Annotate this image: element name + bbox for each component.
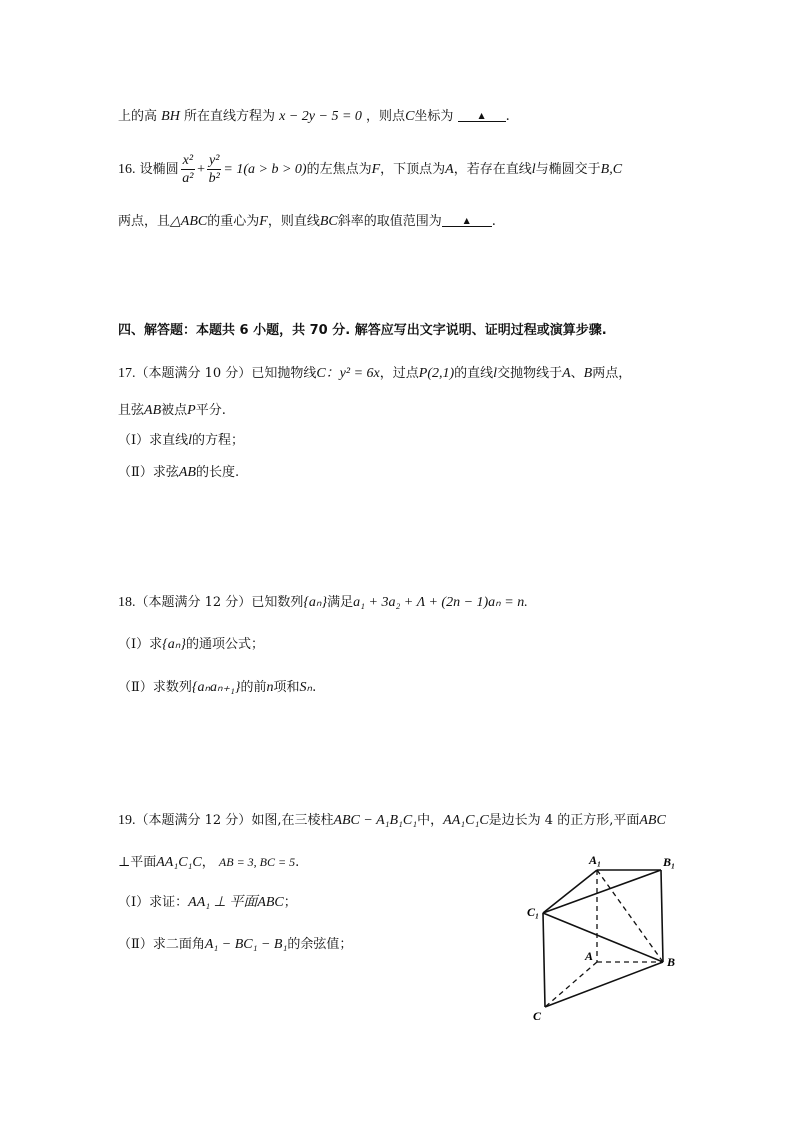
q19-line-1 <box>118 812 666 830</box>
q19-end: . <box>295 855 300 870</box>
q16-text: 的重心为 <box>207 214 260 229</box>
q17-a: A <box>562 366 571 381</box>
q15-answer-blank <box>458 111 506 122</box>
q18-part2-text: 项和 <box>273 680 300 695</box>
q16-line-2 <box>118 213 496 231</box>
q16-text: ，若存在直线 <box>453 162 532 177</box>
q17-part2-ab: AB <box>178 465 196 480</box>
q18-number: 18. <box>118 595 136 610</box>
q18-part2-n: n <box>266 680 274 695</box>
q15-end: . <box>505 109 510 124</box>
edge-c1-c <box>543 913 545 1007</box>
q19-line-2 <box>118 853 299 872</box>
q16-text: 斜率的取值范围为 <box>337 214 442 229</box>
q18-part2-text: 的前 <box>240 680 267 695</box>
q17-text: 两点， <box>592 366 632 381</box>
q18-text: 已知数列 <box>251 595 304 610</box>
part-label: （Ⅱ） <box>118 937 153 952</box>
q19-text: 是边长为 4 的正方形,平面 <box>488 813 640 828</box>
q16-triangle: △ABC <box>170 214 208 229</box>
q17-part1-text: 求直线 <box>149 433 189 448</box>
q19-text: 中， <box>417 813 444 828</box>
q16-text: ，则直线 <box>267 214 320 229</box>
q17-number: 17. <box>118 366 136 381</box>
frac-numerator: y² <box>208 153 220 168</box>
q16-end: . <box>491 214 496 229</box>
q17-part2-text: 的长度. <box>195 465 240 480</box>
q17-point-p: P(2,1) <box>418 366 455 381</box>
q19-part2-expr: A₁ − BC₁ − B₁ <box>204 937 288 952</box>
q15-point-c: C <box>405 109 415 124</box>
q17-line-1 <box>118 365 631 383</box>
q19-number: 19. <box>118 813 136 828</box>
q17-curve: C：y² = 6x <box>316 366 380 381</box>
frac-numerator: x² <box>182 153 194 168</box>
q16-f: F <box>371 162 381 177</box>
q19-values: AB = 3, BC = 5 <box>218 855 296 869</box>
q18-part1-text: 的通项公式； <box>185 637 264 652</box>
q18-part2-s: Sₙ <box>299 680 313 695</box>
q16-plus: + <box>197 162 205 177</box>
q17-text: 被点 <box>161 403 188 418</box>
q17-b: B <box>583 366 593 381</box>
q18-part1-text: 求 <box>149 637 163 652</box>
q19-score: （本题满分 12 分） <box>135 813 252 828</box>
q16-fraction-x <box>181 152 195 187</box>
q19-part-1 <box>118 894 297 912</box>
q16-text: 与椭圆交于 <box>535 162 601 177</box>
vertex-b1-label: B₁ <box>663 855 676 869</box>
q18-part-1 <box>118 636 264 654</box>
q15-equation: x − 2y − 5 = 0 <box>279 109 362 124</box>
q15-tail-line <box>118 108 510 126</box>
part-label: （Ⅰ） <box>118 895 150 910</box>
q16-a: A <box>445 162 454 177</box>
q18-part2-seq: {aₙaₙ₊₁} <box>191 680 241 695</box>
q19-plane: AA₁C₁C <box>156 855 202 870</box>
q18-text: 满足 <box>327 595 354 610</box>
q18-part2-text: 求数列 <box>152 680 192 695</box>
q18-score: （本题满分 12 分） <box>135 595 252 610</box>
q17-part2-text: 求弦 <box>152 465 179 480</box>
vertex-c1-label: C₁ <box>527 905 540 919</box>
q17-ab: AB <box>144 403 162 418</box>
q16-fraction-y <box>207 152 221 187</box>
q17-text: 交抛物线于 <box>497 366 563 381</box>
edge-a-c <box>545 962 597 1007</box>
q19-text: 如图,在三棱柱 <box>251 813 334 828</box>
q17-sep: 、 <box>570 366 584 381</box>
q17-part1-l: l <box>188 433 193 448</box>
q17-l: l <box>493 366 498 381</box>
q16-l: l <box>531 162 536 177</box>
q17-text: 平分. <box>195 403 226 418</box>
part-label: （Ⅰ） <box>118 637 150 652</box>
frac-denominator: a² <box>182 171 194 186</box>
q16-bc: BC <box>319 214 338 229</box>
q17-part-1 <box>118 432 244 450</box>
q17-p: P <box>187 403 196 418</box>
edge-c1-b1 <box>543 870 661 913</box>
q19-text: ⊥平面 <box>118 855 157 870</box>
triangle-marker-icon: ▲ <box>463 216 470 225</box>
q15-text: ，则点 <box>366 109 406 124</box>
edge-c-b <box>545 962 663 1007</box>
frac-denominator: b² <box>208 171 220 186</box>
q16-f: F <box>259 214 268 229</box>
q17-line-2 <box>118 402 226 420</box>
q19-sep: ， <box>201 855 215 870</box>
q16-text: ，下顶点为 <box>380 162 446 177</box>
q15-text: 上的高 <box>118 109 158 124</box>
q19-prism: ABC − A₁B₁C₁ <box>333 813 418 828</box>
q18-part1-seq: {aₙ} <box>162 637 186 652</box>
q19-part2-text: 的余弦值； <box>287 937 353 952</box>
edge-b1-b <box>661 870 663 962</box>
q15-bh: BH <box>161 109 180 124</box>
q17-text: 已知抛物线 <box>251 366 317 381</box>
q18-line-1 <box>118 594 528 612</box>
q16-text: 设椭圆 <box>139 162 179 177</box>
q16-number: 16. <box>118 162 136 177</box>
section-heading: 四、解答题：本题共 6 小题，共 70 分. 解答应写出文字说明、证明过程或演算步骤. <box>118 323 607 338</box>
q19-part1-end: ； <box>283 895 297 910</box>
q16-bc: B,C <box>600 162 623 177</box>
edge-c1-a1 <box>543 870 597 913</box>
q17-part-2 <box>118 464 239 482</box>
q16-condition: = 1(a > b > 0) <box>223 162 307 177</box>
q16-answer-blank <box>442 216 492 227</box>
vertex-b-label: B <box>667 955 676 969</box>
q18-equation: a₁ + 3a₂ + Λ + (2n − 1)aₙ = n. <box>353 595 528 610</box>
q15-text: 所在直线方程为 <box>183 109 275 124</box>
q19-part1-text: 求证： <box>149 895 189 910</box>
vertex-c-label: C <box>533 1009 542 1023</box>
q18-seq: {aₙ} <box>303 595 328 610</box>
q19-part-2 <box>118 936 352 954</box>
q17-text: ，过点 <box>379 366 419 381</box>
q19-square: AA₁C₁C <box>443 813 489 828</box>
q16-text: 的左焦点为 <box>306 162 372 177</box>
q15-text: 坐标为 <box>414 109 454 124</box>
q17-score: （本题满分 10 分） <box>135 366 252 381</box>
q19-part2-text: 求二面角 <box>152 937 205 952</box>
prism-figure <box>525 850 685 1025</box>
q18-part2-end: . <box>312 680 317 695</box>
q16-line-1 <box>118 152 622 188</box>
q16-text: 两点，且 <box>118 214 171 229</box>
q19-abc: ABC <box>639 813 666 828</box>
triangle-marker-icon: ▲ <box>478 111 485 120</box>
part-label: （Ⅱ） <box>118 680 153 695</box>
q17-text: 的直线 <box>454 366 494 381</box>
vertex-a1-label: A₁ <box>589 853 602 867</box>
q18-part-2 <box>118 679 316 697</box>
vertex-a-label: A <box>585 949 594 963</box>
q17-text: 且弦 <box>118 403 145 418</box>
part-label: （Ⅱ） <box>118 465 153 480</box>
part-label: （Ⅰ） <box>118 433 150 448</box>
q19-part1-expr: AA₁ ⊥ 平面ABC <box>188 895 284 910</box>
q17-part1-text: 的方程； <box>192 433 245 448</box>
